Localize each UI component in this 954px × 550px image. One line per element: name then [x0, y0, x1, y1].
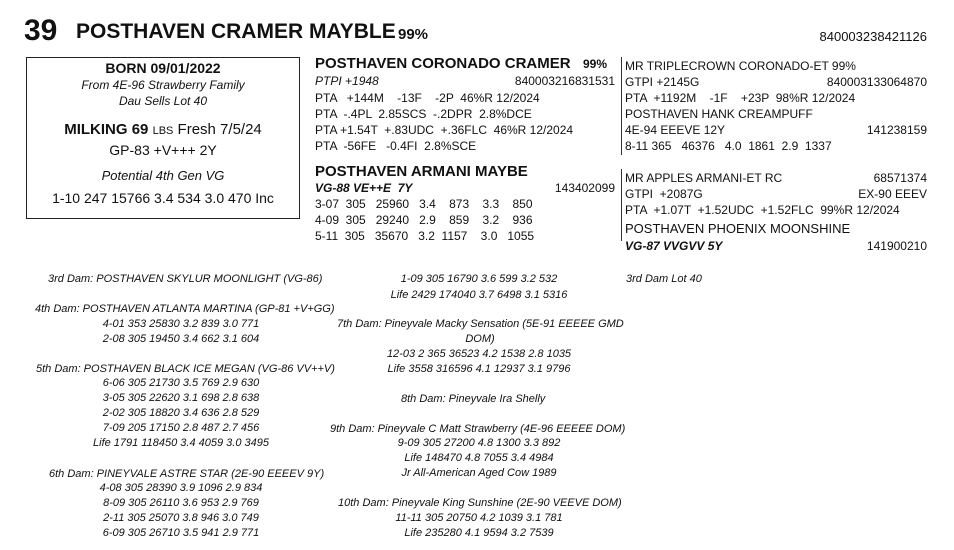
- dam5-record: 6-06 305 21730 3.5 769 2.9 630: [102, 377, 260, 389]
- dam-sire-name: MR APPLES ARMANI-ET RC: [625, 171, 783, 185]
- dam7-record: Life 3558 316596 4.1 12937 3.1 9796: [387, 363, 571, 375]
- dam-dam-registration: 141900210: [866, 239, 927, 253]
- dam8-title: 8th Dam: Pineyvale Ira Shelly: [401, 393, 546, 405]
- classification: GP-83 +V+++ 2Y: [109, 142, 217, 158]
- dam7-title: 7th Dam: Pineyvale Macky Sensation (5E-91 EEEEE GMD: [337, 318, 624, 330]
- info-box: [26, 57, 300, 219]
- dam10-title: 10th Dam: Pineyvale King Sunshine (2E-90 VEEVE DOM): [338, 497, 622, 509]
- dam-name: POSTHAVEN ARMANI MAYBE: [315, 163, 528, 180]
- sire-registration: 840003216831531: [514, 74, 615, 88]
- dam-registration: 143402099: [554, 181, 615, 195]
- cow-name: POSTHAVEN CRAMER MAYBLE: [76, 20, 396, 43]
- sire-dam-name: POSTHAVEN HANK CREAMPUFF: [625, 107, 813, 121]
- dam10-record: 11-11 305 20750 4.2 1039 3.1 781: [395, 512, 563, 524]
- dam5-record: Life 1791 118450 3.4 4059 3.0 3495: [93, 437, 269, 449]
- dam-dam-name: POSTHAVEN PHOENIX MOONSHINE: [625, 221, 851, 236]
- dam-record-1: 3-07 305 25960 3.4 873 3.3 850: [315, 197, 533, 211]
- sire-dam-record: 8-11 365 46376 4.0 1861 2.9 1337: [625, 139, 832, 153]
- sire-name: POSTHAVEN CORONADO CRAMER: [315, 55, 571, 72]
- milking-unit: LBS: [152, 125, 174, 137]
- sire-pta-2: PTA -.4PL 2.85SCS -.2DPR 2.8%DCE: [315, 107, 532, 121]
- dam-dam-classification: VG-87 VVGVV 5Y: [625, 239, 723, 253]
- dam6-record: 2-11 305 25070 3.8 946 3.0 749: [103, 512, 259, 524]
- sire-sire-registration: 840003133064870: [826, 75, 927, 89]
- dam6-record: 4-08 305 28390 3.9 1096 2.9 834: [99, 482, 263, 494]
- sire-pta-3: PTA +1.54T +.83UDC +.36FLC 46%R 12/2024: [315, 123, 574, 137]
- dam4-record: 2-08 305 19450 3.4 662 3.1 604: [102, 333, 260, 345]
- dam3-title: 3rd Dam: POSTHAVEN SKYLUR MOONLIGHT (VG-86): [48, 273, 323, 285]
- dam5-record: 2-02 305 18820 3.4 636 2.8 529: [102, 407, 260, 419]
- cow-registration: 840003238421126: [819, 29, 927, 44]
- dam5-record: 3-05 305 22620 3.1 698 2.8 638: [102, 392, 260, 404]
- sire-dam-registration: 141238159: [866, 123, 927, 137]
- dam-sire-classification: EX-90 EEEV: [858, 187, 927, 201]
- dam-record-2: 4-09 305 29240 2.9 859 3.2 936: [315, 213, 533, 227]
- dam3-lot-note: 3rd Dam Lot 40: [626, 273, 702, 285]
- dam6-title: 6th Dam: PINEYVALE ASTRE STAR (2E-90 EEEEV 9Y): [49, 468, 325, 480]
- sire-dam-classification: 4E-94 EEEVE 12Y: [625, 123, 726, 137]
- cow-percentage: 99%: [398, 26, 429, 43]
- born-date: BORN 09/01/2022: [105, 60, 221, 76]
- potential-note: Potential 4th Gen VG: [101, 168, 225, 183]
- sire-percentage: 99%: [583, 57, 608, 71]
- dam6-record: 6-09 305 26710 3.5 941 2.9 771: [102, 527, 260, 539]
- dam9-record: Life 148470 4.8 7055 3.4 4984: [404, 452, 554, 464]
- dam7-record: 12-03 2 365 36523 4.2 1538 2.8 1035: [386, 348, 572, 360]
- sire-pta-1: PTA +144M -13F -2P 46%R 12/2024: [315, 91, 540, 105]
- dam9-record: 9-09 305 27200 4.8 1300 3.3 892: [397, 437, 561, 449]
- dam-sire-registration: 68571374: [873, 171, 927, 185]
- dam5-record: 7-09 205 17150 2.8 487 2.7 456: [102, 422, 260, 434]
- milking-value: 69: [131, 121, 149, 138]
- milking-label: MILKING: [64, 121, 128, 138]
- sire-sire-gtpi: GTPI +2145G: [625, 75, 700, 89]
- dam-record-3: 5-11 305 35670 3.2 1157 3.0 1055: [315, 229, 535, 243]
- dam9-note: Jr All-American Aged Cow 1989: [401, 467, 557, 479]
- milking-line: [27, 121, 299, 138]
- dam10-record: Life 235280 4.1 9594 3.2 7539: [404, 527, 554, 539]
- column-divider: [621, 169, 622, 241]
- dam-classification: VG-88 VE++E 7Y: [315, 181, 413, 195]
- dau-sells-note: Dau Sells Lot 40: [118, 94, 208, 108]
- production-record: 1-10 247 15766 3.4 534 3.0 470 Inc: [52, 190, 274, 206]
- dam4-record: 4-01 353 25830 3.2 839 3.0 771: [102, 318, 260, 330]
- sire-sire-name: MR TRIPLECROWN CORONADO-ET 99%: [625, 59, 856, 73]
- sire-pta-4: PTA -56FE -0.4FI 2.8%SCE: [315, 139, 477, 153]
- sire-sire-pta: PTA +1192M -1F +23P 98%R 12/2024: [625, 91, 856, 105]
- family-note: From 4E-96 Strawberry Family: [81, 78, 245, 92]
- dam-sire-gtpi: GTPI +2087G: [625, 187, 703, 201]
- dam5-title: 5th Dam: POSTHAVEN BLACK ICE MEGAN (VG-86 VV++V): [36, 363, 335, 375]
- column-divider: [621, 57, 622, 155]
- dam3-record: Life 2429 174040 3.7 6498 3.1 5316: [390, 289, 568, 301]
- dam-sire-pta: PTA +1.07T +1.52UDC +1.52FLC 99%R 12/2024: [625, 203, 900, 217]
- dam6-record: 8-09 305 26110 3.6 953 2.9 769: [103, 497, 259, 509]
- fresh-date: Fresh 7/5/24: [177, 121, 262, 138]
- dam7-title-cont: DOM): [465, 333, 495, 345]
- dam4-title: 4th Dam: POSTHAVEN ATLANTA MARTINA (GP-81 +V+GG): [35, 303, 335, 315]
- sire-ptpi: PTPI +1948: [315, 74, 379, 88]
- dam9-title: 9th Dam: Pineyvale C Matt Strawberry (4E-96 EEEEE DOM): [330, 423, 626, 435]
- lot-number: 39: [24, 14, 58, 47]
- dam3-record: 1-09 305 16790 3.6 599 3.2 532: [400, 273, 558, 285]
